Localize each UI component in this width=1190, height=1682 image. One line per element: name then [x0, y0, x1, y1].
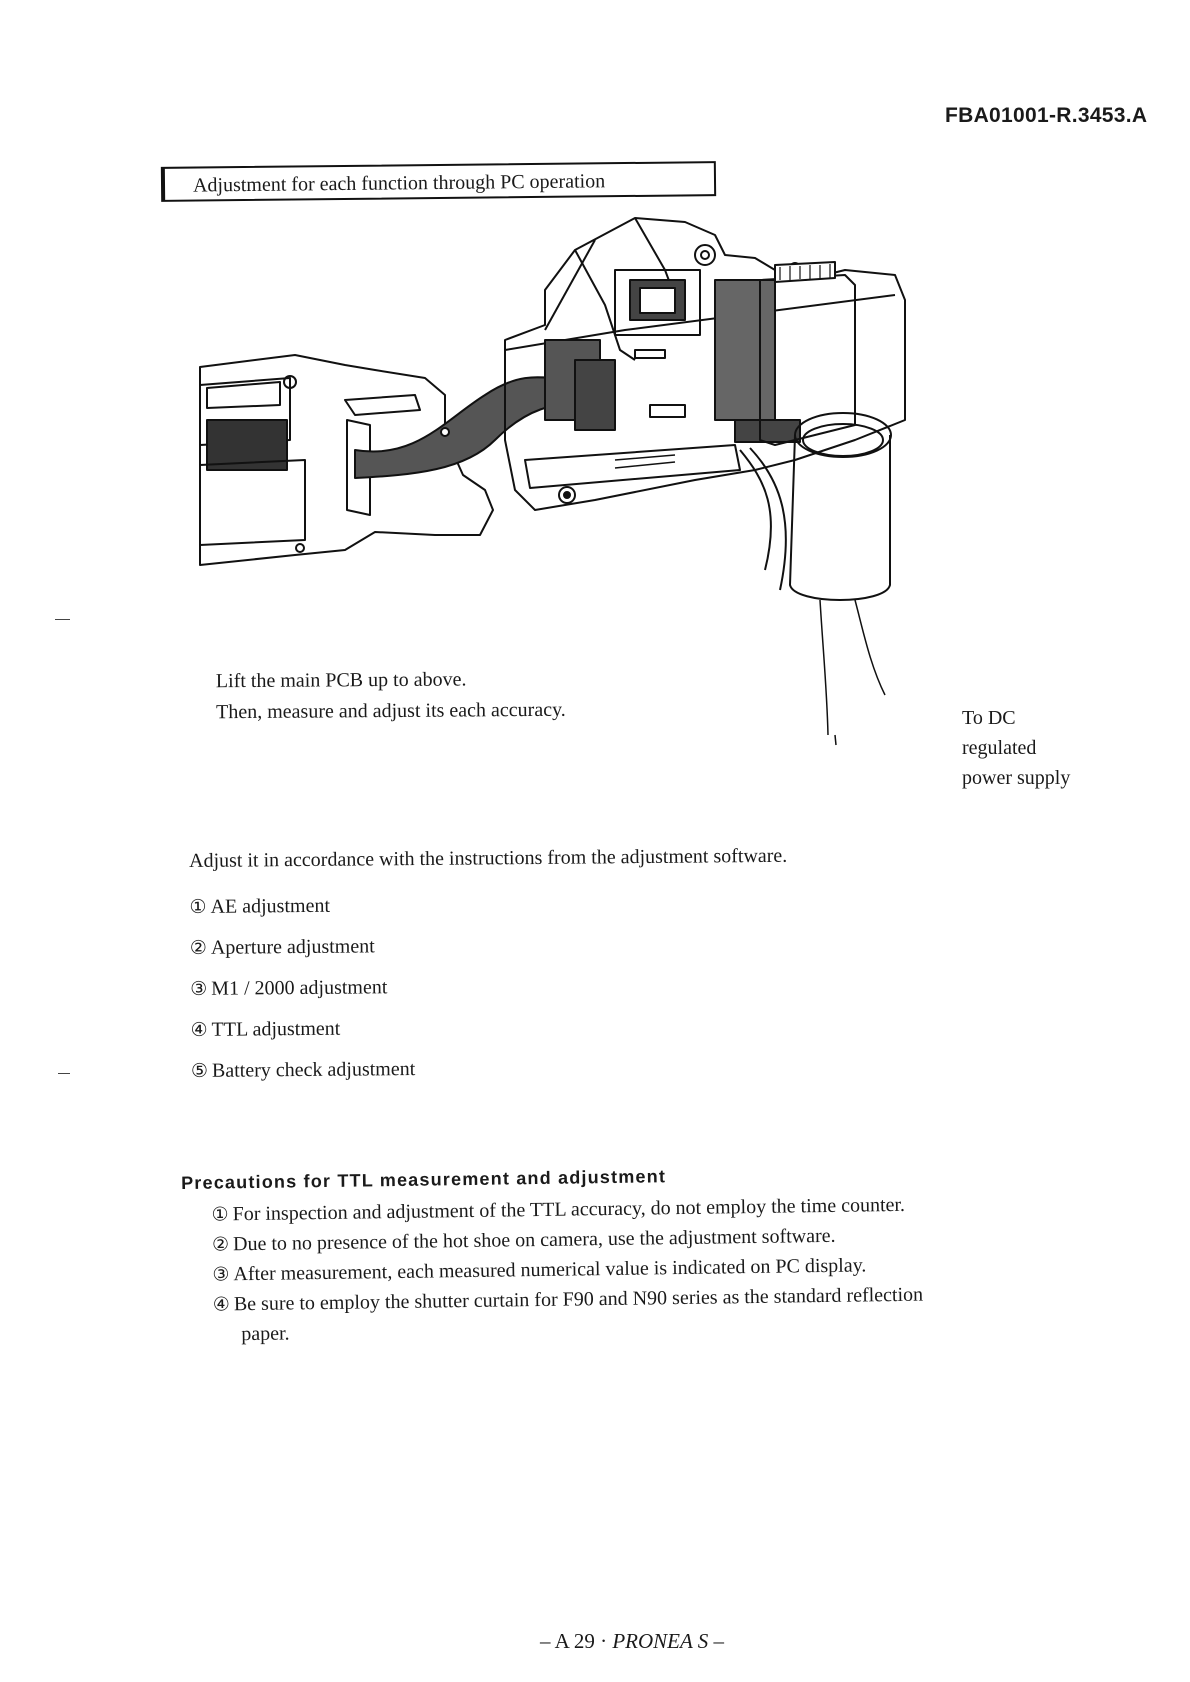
footer-model: PRONEA S [612, 1629, 709, 1653]
item-text: Due to no presence of the hot shoe on camera, use the adjustment software. [232, 1224, 836, 1256]
precautions-section [181, 1160, 1083, 1350]
margin-mark [55, 619, 70, 620]
section-title-box [161, 161, 716, 202]
item-number: ① [189, 895, 207, 918]
list-item [190, 1005, 789, 1051]
item-text: Battery check adjustment [211, 1058, 416, 1082]
figure-caption [216, 664, 566, 728]
caption-line: Then, measure and adjust its each accuracy. [216, 698, 566, 724]
item-text: AE adjustment [210, 894, 331, 918]
document-code: FBA01001-R.3453.A [945, 104, 1148, 127]
power-label-line: power supply [962, 767, 1071, 789]
precautions-title: Precautions for TTL measurement and adjustment [181, 1166, 667, 1193]
item-text: Aperture adjustment [210, 935, 375, 959]
power-label-line: To DC [962, 707, 1016, 729]
item-number: ④ [212, 1293, 231, 1316]
instructions-lead: Adjust it in accordance with the instructions from the adjustment software. [189, 844, 788, 872]
item-number: ③ [190, 977, 208, 1000]
section-title: Adjustment for each function through PC operation [192, 170, 606, 197]
item-text: M1 / 2000 adjustment [211, 976, 388, 1000]
list-item [189, 882, 788, 928]
item-number: ② [211, 1233, 230, 1256]
list-item [191, 1046, 790, 1092]
item-number: ① [211, 1203, 229, 1226]
list-item [190, 923, 789, 969]
item-text: For inspection and adjustment of the TTL accuracy, do not employ the time counter. [232, 1193, 906, 1226]
item-number: ⑤ [190, 1059, 209, 1082]
page-footer [540, 1629, 724, 1654]
precautions-list [181, 1187, 1083, 1350]
power-label-line: regulated [962, 737, 1037, 759]
caption-line: Lift the main PCB up to above. [215, 668, 467, 693]
item-text: Be sure to employ the shutter curtain for F90 and N90 series as the standard reflection [233, 1283, 924, 1316]
footer-prefix: – A 29 · [540, 1629, 613, 1653]
margin-mark [58, 1073, 70, 1074]
adjustment-list [189, 882, 789, 1092]
footer-suffix: – [708, 1629, 724, 1653]
power-supply-label [962, 703, 1070, 793]
item-text: TTL adjustment [211, 1017, 341, 1041]
item-text: After measurement, each measured numerical value is indicated on PC display. [233, 1254, 867, 1286]
list-item-continuation: paper. [241, 1322, 290, 1346]
item-number: ④ [190, 1018, 208, 1041]
battery-cylinder [790, 435, 890, 600]
item-number: ② [189, 936, 207, 959]
list-item [190, 964, 789, 1010]
item-number: ③ [212, 1263, 230, 1286]
instructions-section [189, 845, 789, 1092]
